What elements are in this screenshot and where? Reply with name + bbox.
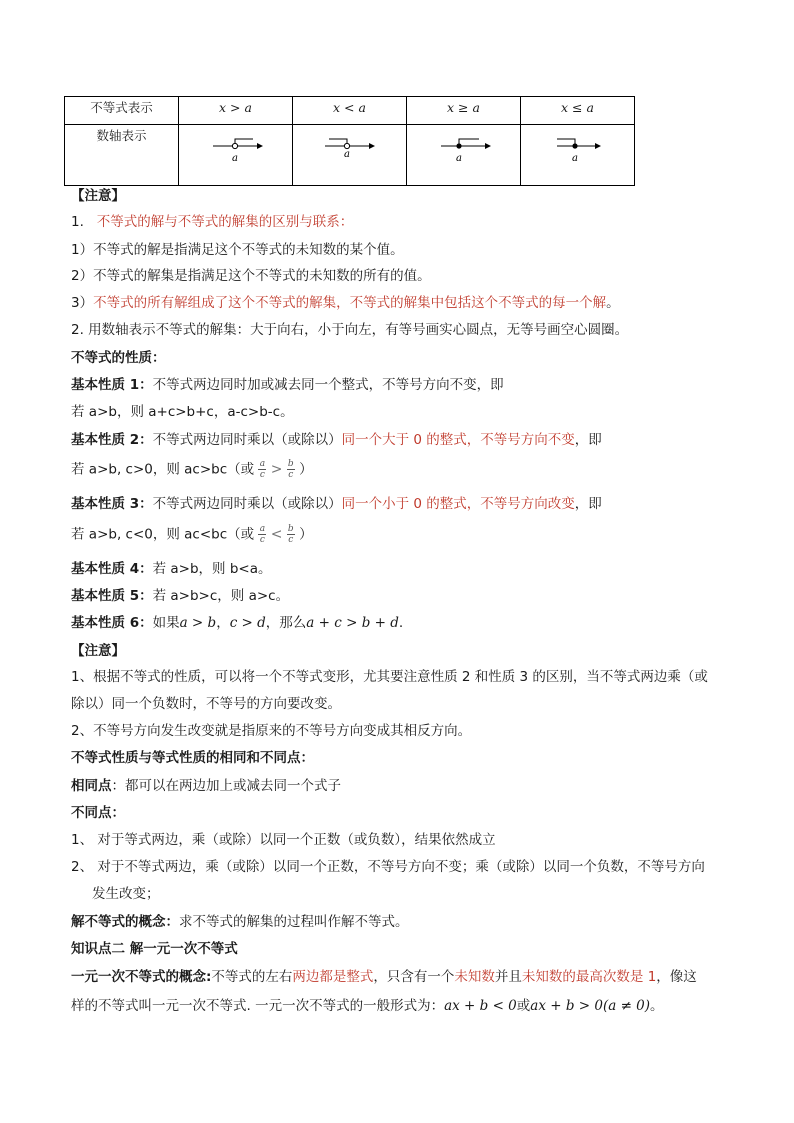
fraction-a-over-c: $\frac{a}{c}$ (259, 459, 266, 480)
greater-than-sign: > (270, 461, 283, 478)
property-1-example: 若 a>b，则 a+c>b+c，a-c>b-c。 (71, 404, 294, 420)
note-heading: 【注意】 (71, 188, 125, 204)
property-1: 基本性质 1：不等式两边同时加或减去同一个整式，不等号方向不变，即 (71, 377, 504, 393)
fraction-b-over-c: $\frac{b}{c}$ (287, 459, 294, 480)
property-6: 基本性质 6：如果a > b，c > d，那么a + c > b + d. (71, 615, 404, 631)
properties-heading: 不等式的性质： (71, 350, 166, 366)
svg-text:a: a (232, 153, 238, 164)
property-4: 基本性质 4：若 a>b，则 b<a。 (71, 561, 272, 577)
compare-diff-2: 2、 对于不等式两边，乘（或除）以同一个正数，不等号方向不变；乘（或除）以同一个负数，不等号方向 (71, 859, 705, 875)
cell-x-lt-a: x < a (293, 97, 407, 125)
row-label-inequality: 不等式表示 (65, 97, 179, 125)
note-2-line-2: 2、不等号方向发生改变就是指原来的不等号方向变成其相反方向。 (71, 723, 472, 739)
note-2-line-1: 1、根据不等式的性质，可以将一个不等式变形，尤其要注意性质 2 和性质 3 的区别，当不等式两边乘（或 (71, 669, 708, 685)
property-3-example: 若 a>b, c<0，则 ac<bc（或 $\frac{a}{c}$ < $\frac{b}{c}$ ） (71, 524, 313, 545)
knowledge-point-2-heading: 知识点二 解一元一次不等式 (71, 941, 238, 957)
less-than-sign: < (270, 526, 283, 543)
note-item-1: 1. 不等式的解与不等式的解集的区别与联系： (71, 214, 354, 230)
number-line-lt-open (293, 125, 407, 186)
svg-text:a: a (572, 153, 578, 164)
note-line-1: 1）不等式的解是指满足这个不等式的未知数的某个值。 (71, 242, 404, 258)
svg-text:a: a (456, 153, 462, 164)
compare-same: 相同点：都可以在两边加上或减去同一个式子 (71, 778, 341, 794)
table-row-number-line (65, 125, 635, 186)
property-2-example: 若 a>b, c>0，则 ac>bc（或 $\frac{a}{c}$ > $\frac{b}{c}$ ） (71, 459, 313, 480)
linear-inequality-general-form: 样的不等式叫一元一次不等式. 一元一次不等式的一般形式为：ax + b < 0或ax + b > 0(a ≠ 0)。 (71, 998, 664, 1014)
fraction-b-over-c: $\frac{b}{c}$ (287, 524, 294, 545)
property-3: 基本性质 3：不等式两边同时乘以（或除以）同一个小于 0 的整式，不等号方向改变，即 (71, 496, 602, 512)
compare-heading: 不等式性质与等式性质的相同和不同点： (71, 750, 314, 766)
property-2: 基本性质 2：不等式两边同时乘以（或除以）同一个大于 0 的整式，不等号方向不变，即 (71, 432, 602, 448)
fraction-a-over-c: $\frac{a}{c}$ (259, 524, 266, 545)
note-line-2: 2）不等式的解集是指满足这个不等式的未知数的所有的值。 (71, 268, 431, 284)
note-2-heading: 【注意】 (71, 643, 125, 659)
cell-x-gt-a: x > a (179, 97, 293, 125)
number-line-ge-closed (407, 125, 521, 186)
inequality-number-line-table (64, 96, 635, 186)
table-row-inequality (65, 97, 635, 125)
note-line-3: 3）不等式的所有解组成了这个不等式的解集，不等式的解集中包括这个不等式的每一个解。 (71, 295, 620, 311)
compare-diff-1: 1、 对于等式两边，乘（或除）以同一个正数（或负数），结果依然成立 (71, 832, 496, 848)
number-line-gt-open (179, 125, 293, 186)
compare-diff-heading: 不同点： (71, 805, 125, 821)
linear-inequality-definition: 一元一次不等式的概念:不等式的左右两边都是整式，只含有一个未知数并且未知数的最高次数是 1，像这 (71, 969, 697, 985)
row-label-number-line: 数轴表示 (65, 125, 179, 186)
cell-x-ge-a: x ≥ a (407, 97, 521, 125)
svg-text:a: a (344, 149, 350, 160)
cell-x-le-a: x ≤ a (521, 97, 635, 125)
note-line-4: 2. 用数轴表示不等式的解集：大于向右，小于向左，有等号画实心圆点，无等号画空心圆圈。 (71, 322, 629, 338)
solve-concept: 解不等式的概念：求不等式的解集的过程叫作解不等式。 (71, 914, 409, 930)
number-line-le-closed (521, 125, 635, 186)
property-5: 基本性质 5：若 a>b>c，则 a>c。 (71, 588, 290, 604)
compare-diff-2-cont: 发生改变； (92, 886, 160, 902)
note-2-line-1b: 除以）同一个负数时，不等号的方向要改变。 (71, 696, 341, 712)
